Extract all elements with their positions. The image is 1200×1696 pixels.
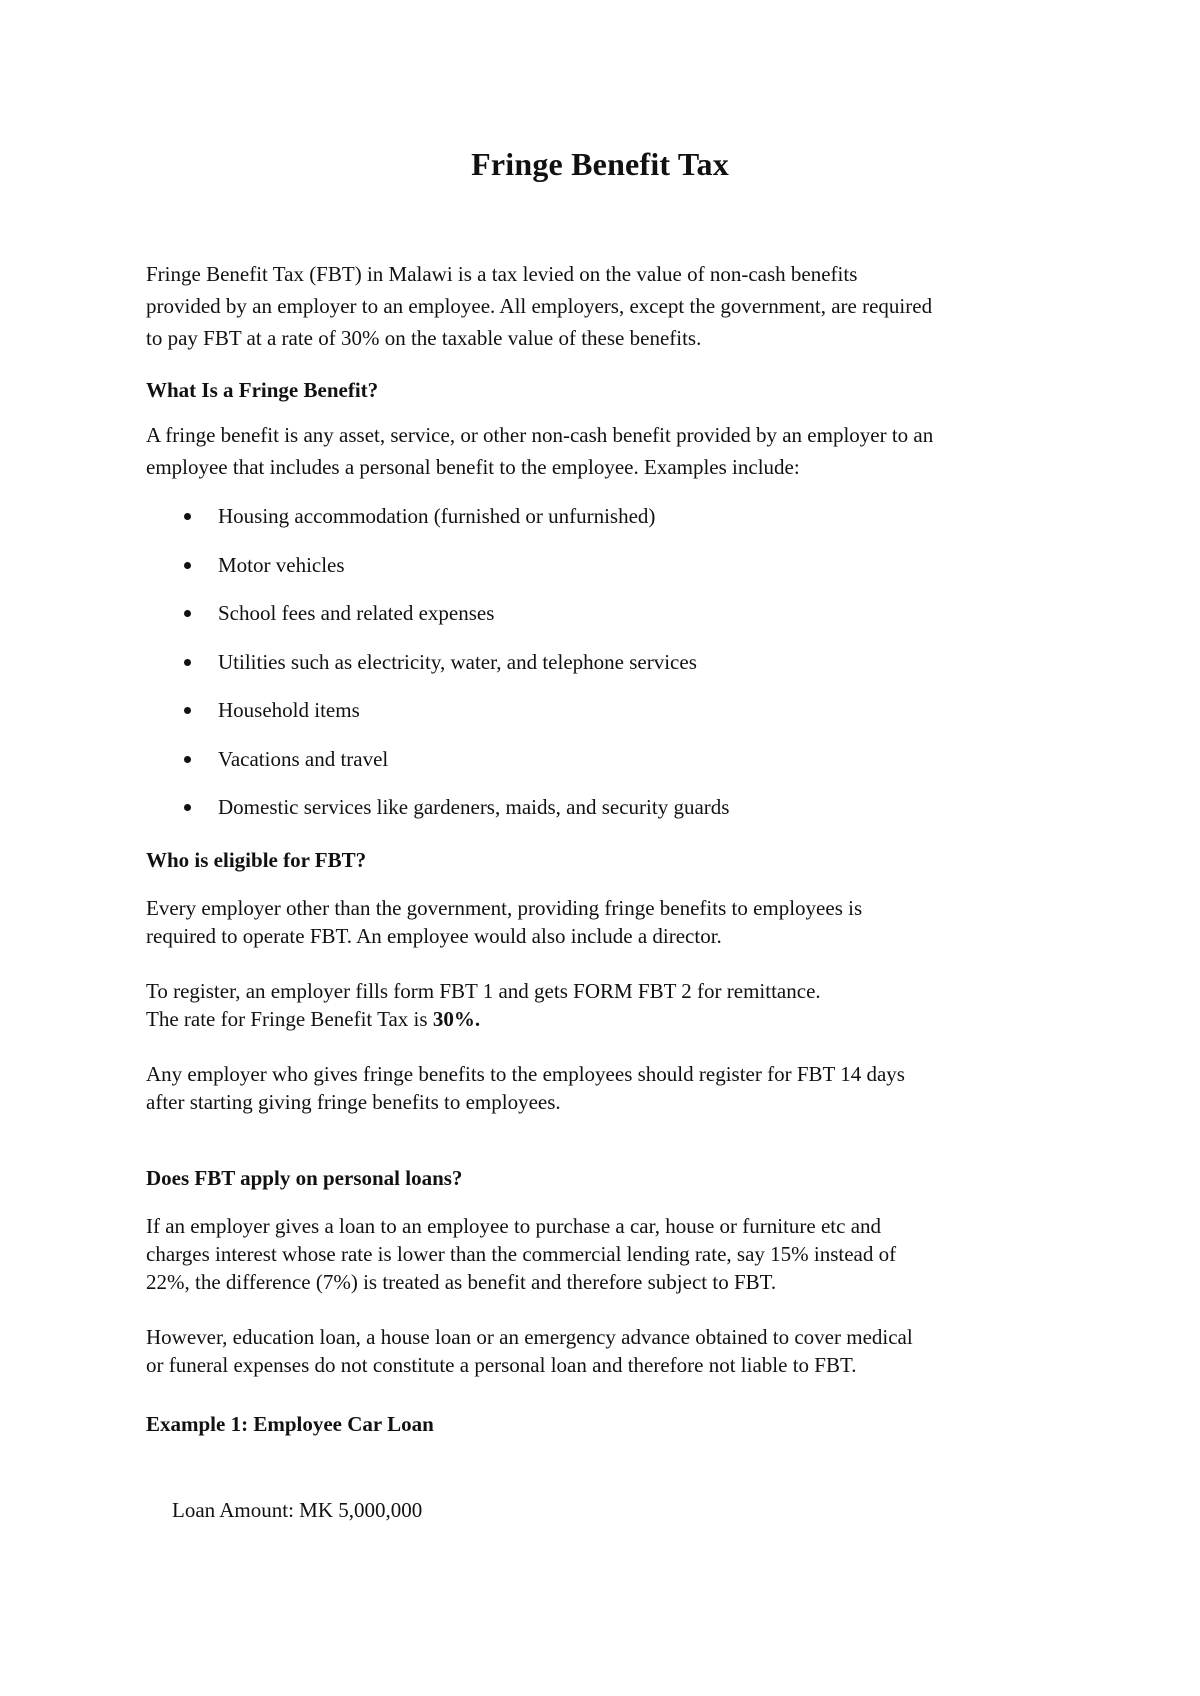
examples-list: [146, 502, 729, 842]
bullet-icon: [184, 562, 191, 569]
eligible-line-2: required to operate FBT. An employee would also include a director.: [146, 924, 722, 948]
list-item: [146, 696, 729, 745]
loans-line-3: 22%, the difference (7%) is treated as benefit and therefore subject to FBT.: [146, 1270, 777, 1294]
eligible-line-1: Every employer other than the government, providing fringe benefits to employees is: [146, 896, 863, 920]
register-deadline-line-2: after starting giving fringe benefits to employees.: [146, 1090, 561, 1114]
register-line: To register, an employer fills form FBT 1 and gets FORM FBT 2 for remittance.: [146, 979, 821, 1003]
rate-prefix: The rate for Fringe Benefit Tax is: [146, 1007, 433, 1031]
heading-what-is-fringe-benefit: What Is a Fringe Benefit?: [146, 378, 379, 402]
list-item: [146, 599, 729, 648]
loans-line-2: charges interest whose rate is lower than the commercial lending rate, say 15% instead of: [146, 1242, 897, 1266]
loans-line-1: If an employer gives a loan to an employee to purchase a car, house or furniture etc and: [146, 1214, 882, 1238]
bullet-icon: [184, 659, 191, 666]
intro-line-2: provided by an employer to an employee. All employers, except the government, are required: [146, 294, 933, 318]
intro-line-3: to pay FBT at a rate of 30% on the taxable value of these benefits.: [146, 326, 702, 350]
list-item: [146, 745, 729, 794]
bullet-icon: [184, 756, 191, 763]
rate-line: [146, 1005, 480, 1033]
what-line-1: A fringe benefit is any asset, service, or other non-cash benefit provided by an employer to an: [146, 423, 934, 447]
list-item: [146, 793, 729, 842]
register-deadline-line-1: Any employer who gives fringe benefits to the employees should register for FBT 14 days: [146, 1062, 905, 1086]
list-item-text: Utilities such as electricity, water, and telephone services: [218, 649, 697, 674]
loan-amount: Loan Amount: MK 5,000,000: [172, 1498, 423, 1522]
heading-personal-loans: Does FBT apply on personal loans?: [146, 1166, 463, 1190]
list-item-text: Vacations and travel: [218, 746, 389, 771]
list-item: [146, 551, 729, 600]
intro-line-1: Fringe Benefit Tax (FBT) in Malawi is a tax levied on the value of non-cash benefits: [146, 262, 858, 286]
list-item-text: Motor vehicles: [218, 552, 345, 577]
list-item-text: Household items: [218, 698, 360, 722]
list-item-text: Housing accommodation (furnished or unfurnished): [218, 504, 656, 528]
list-item-text: Domestic services like gardeners, maids, and security guards: [218, 795, 730, 819]
bullet-icon: [184, 804, 191, 811]
bullet-icon: [184, 513, 191, 520]
heading-example-1: Example 1: Employee Car Loan: [146, 1412, 434, 1436]
list-item: [146, 648, 729, 697]
page-title: Fringe Benefit Tax: [471, 146, 729, 182]
what-line-2: employee that includes a personal benefit to the employee. Examples include:: [146, 455, 800, 479]
loans-exception-line-2: or funeral expenses do not constitute a personal loan and therefore not liable to FBT.: [146, 1353, 857, 1377]
list-item: [146, 502, 729, 551]
loans-exception-line-1: However, education loan, a house loan or an emergency advance obtained to cover medical: [146, 1325, 913, 1349]
bullet-icon: [184, 707, 191, 714]
list-item-text: School fees and related expenses: [218, 601, 495, 625]
heading-who-is-eligible: Who is eligible for FBT?: [146, 848, 367, 872]
rate-value: 30%.: [432, 1007, 481, 1031]
bullet-icon: [184, 610, 191, 617]
